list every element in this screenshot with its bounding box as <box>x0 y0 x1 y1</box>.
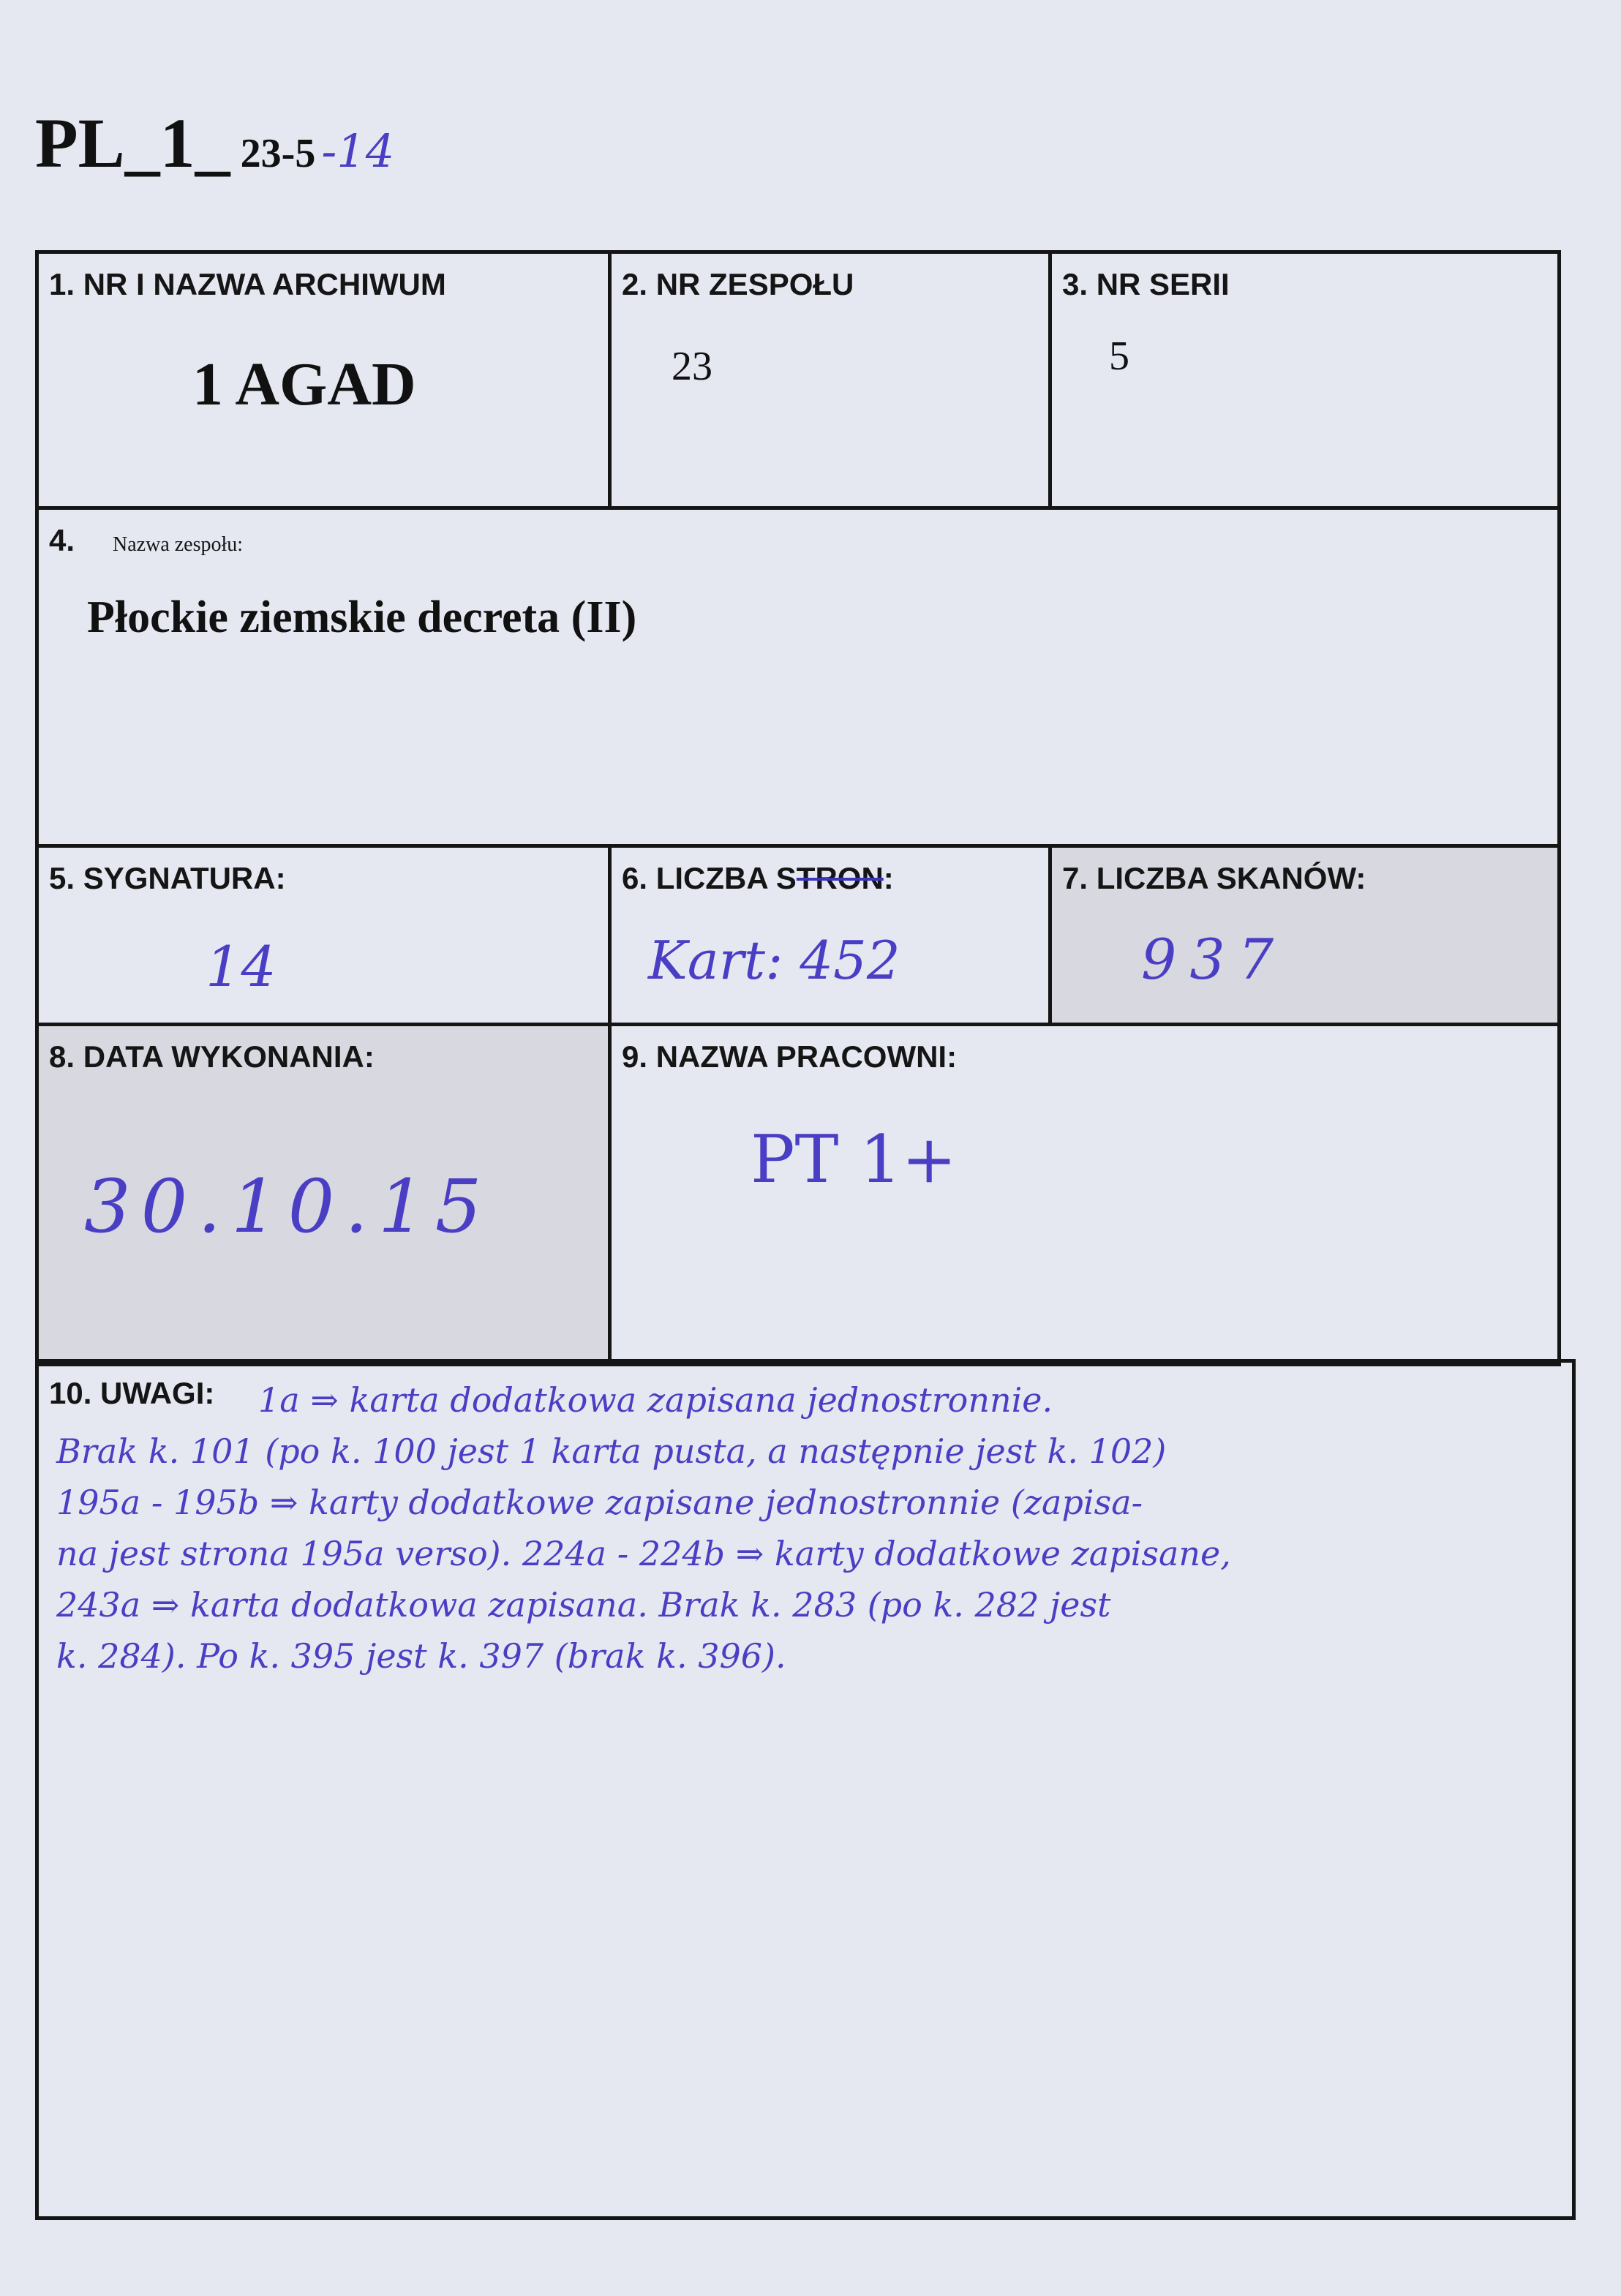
signature-label: 5. SYGNATURA: <box>49 861 286 895</box>
remark-line-2: Brak k. 101 (po k. 100 jest 1 karta pusta, a następnie jest k. 102) <box>56 1431 1167 1471</box>
fonds-no-value: 23 <box>672 344 712 389</box>
fonds-name-label <box>49 523 243 558</box>
remarks-cell <box>35 1359 1576 2220</box>
code-main: PL_1_ <box>35 104 230 182</box>
remarks-label: 10. UWAGI: <box>49 1376 215 1410</box>
signature-value: 14 <box>206 934 277 999</box>
fonds-name-value: Płockie ziemskie decreta (II) <box>87 592 637 642</box>
archive-value: 1 AGAD <box>192 350 416 418</box>
series-no-value: 5 <box>1109 334 1129 379</box>
fonds-name-label-text: Nazwa zespołu: <box>113 533 244 556</box>
pages-value: Kart: 452 <box>648 930 900 991</box>
workshop-value: PT 1+ <box>751 1121 957 1198</box>
fonds-no-label: 2. NR ZESPOŁU <box>622 267 854 301</box>
scans-value: 937 <box>1141 927 1287 992</box>
document-code <box>35 102 394 184</box>
fonds-no-cell <box>608 250 1052 510</box>
scans-label: 7. LICZBA SKANÓW: <box>1062 861 1366 895</box>
archive-cell <box>35 250 612 510</box>
remark-line-5: 243a ⇒ karta dodatkowa zapisana. Brak k. 283 (po k. 282 jest <box>56 1585 1111 1625</box>
fonds-name-cell <box>35 506 1561 848</box>
date-cell <box>35 1023 612 1366</box>
remark-line-4: na jest strona 195a verso). 224a - 224b ⇒ karty dodatkowe zapisane, <box>56 1534 1231 1573</box>
signature-cell <box>35 844 612 1026</box>
remark-line-3: 195a - 195b ⇒ karty dodatkowe zapisane jednostronnie (zapisa- <box>56 1483 1143 1522</box>
code-handwritten: -14 <box>321 124 395 178</box>
pages-cell <box>608 844 1052 1026</box>
pages-label <box>622 861 894 896</box>
date-label: 8. DATA WYKONANIA: <box>49 1039 375 1074</box>
pages-label-suffix: : <box>883 861 894 895</box>
fonds-name-label-number: 4. <box>49 523 75 557</box>
workshop-label: 9. NAZWA PRACOWNI: <box>622 1039 958 1074</box>
pages-label-prefix: 6. LICZBA S <box>622 861 797 895</box>
date-value: 30.10.15 <box>84 1164 492 1249</box>
scans-cell <box>1048 844 1561 1026</box>
series-no-cell <box>1048 250 1561 510</box>
archive-label: 1. NR I NAZWA ARCHIWUM <box>49 267 446 301</box>
series-no-label: 3. NR SERII <box>1062 267 1230 301</box>
code-sub: 23-5 <box>240 131 316 176</box>
pages-label-struck: TRON <box>796 861 884 895</box>
remark-line-1: 1a ⇒ karta dodatkowa zapisana jednostronnie. <box>258 1380 1053 1420</box>
workshop-cell <box>608 1023 1561 1366</box>
remark-line-6: k. 284). Po k. 395 jest k. 397 (brak k. 396). <box>56 1636 786 1676</box>
